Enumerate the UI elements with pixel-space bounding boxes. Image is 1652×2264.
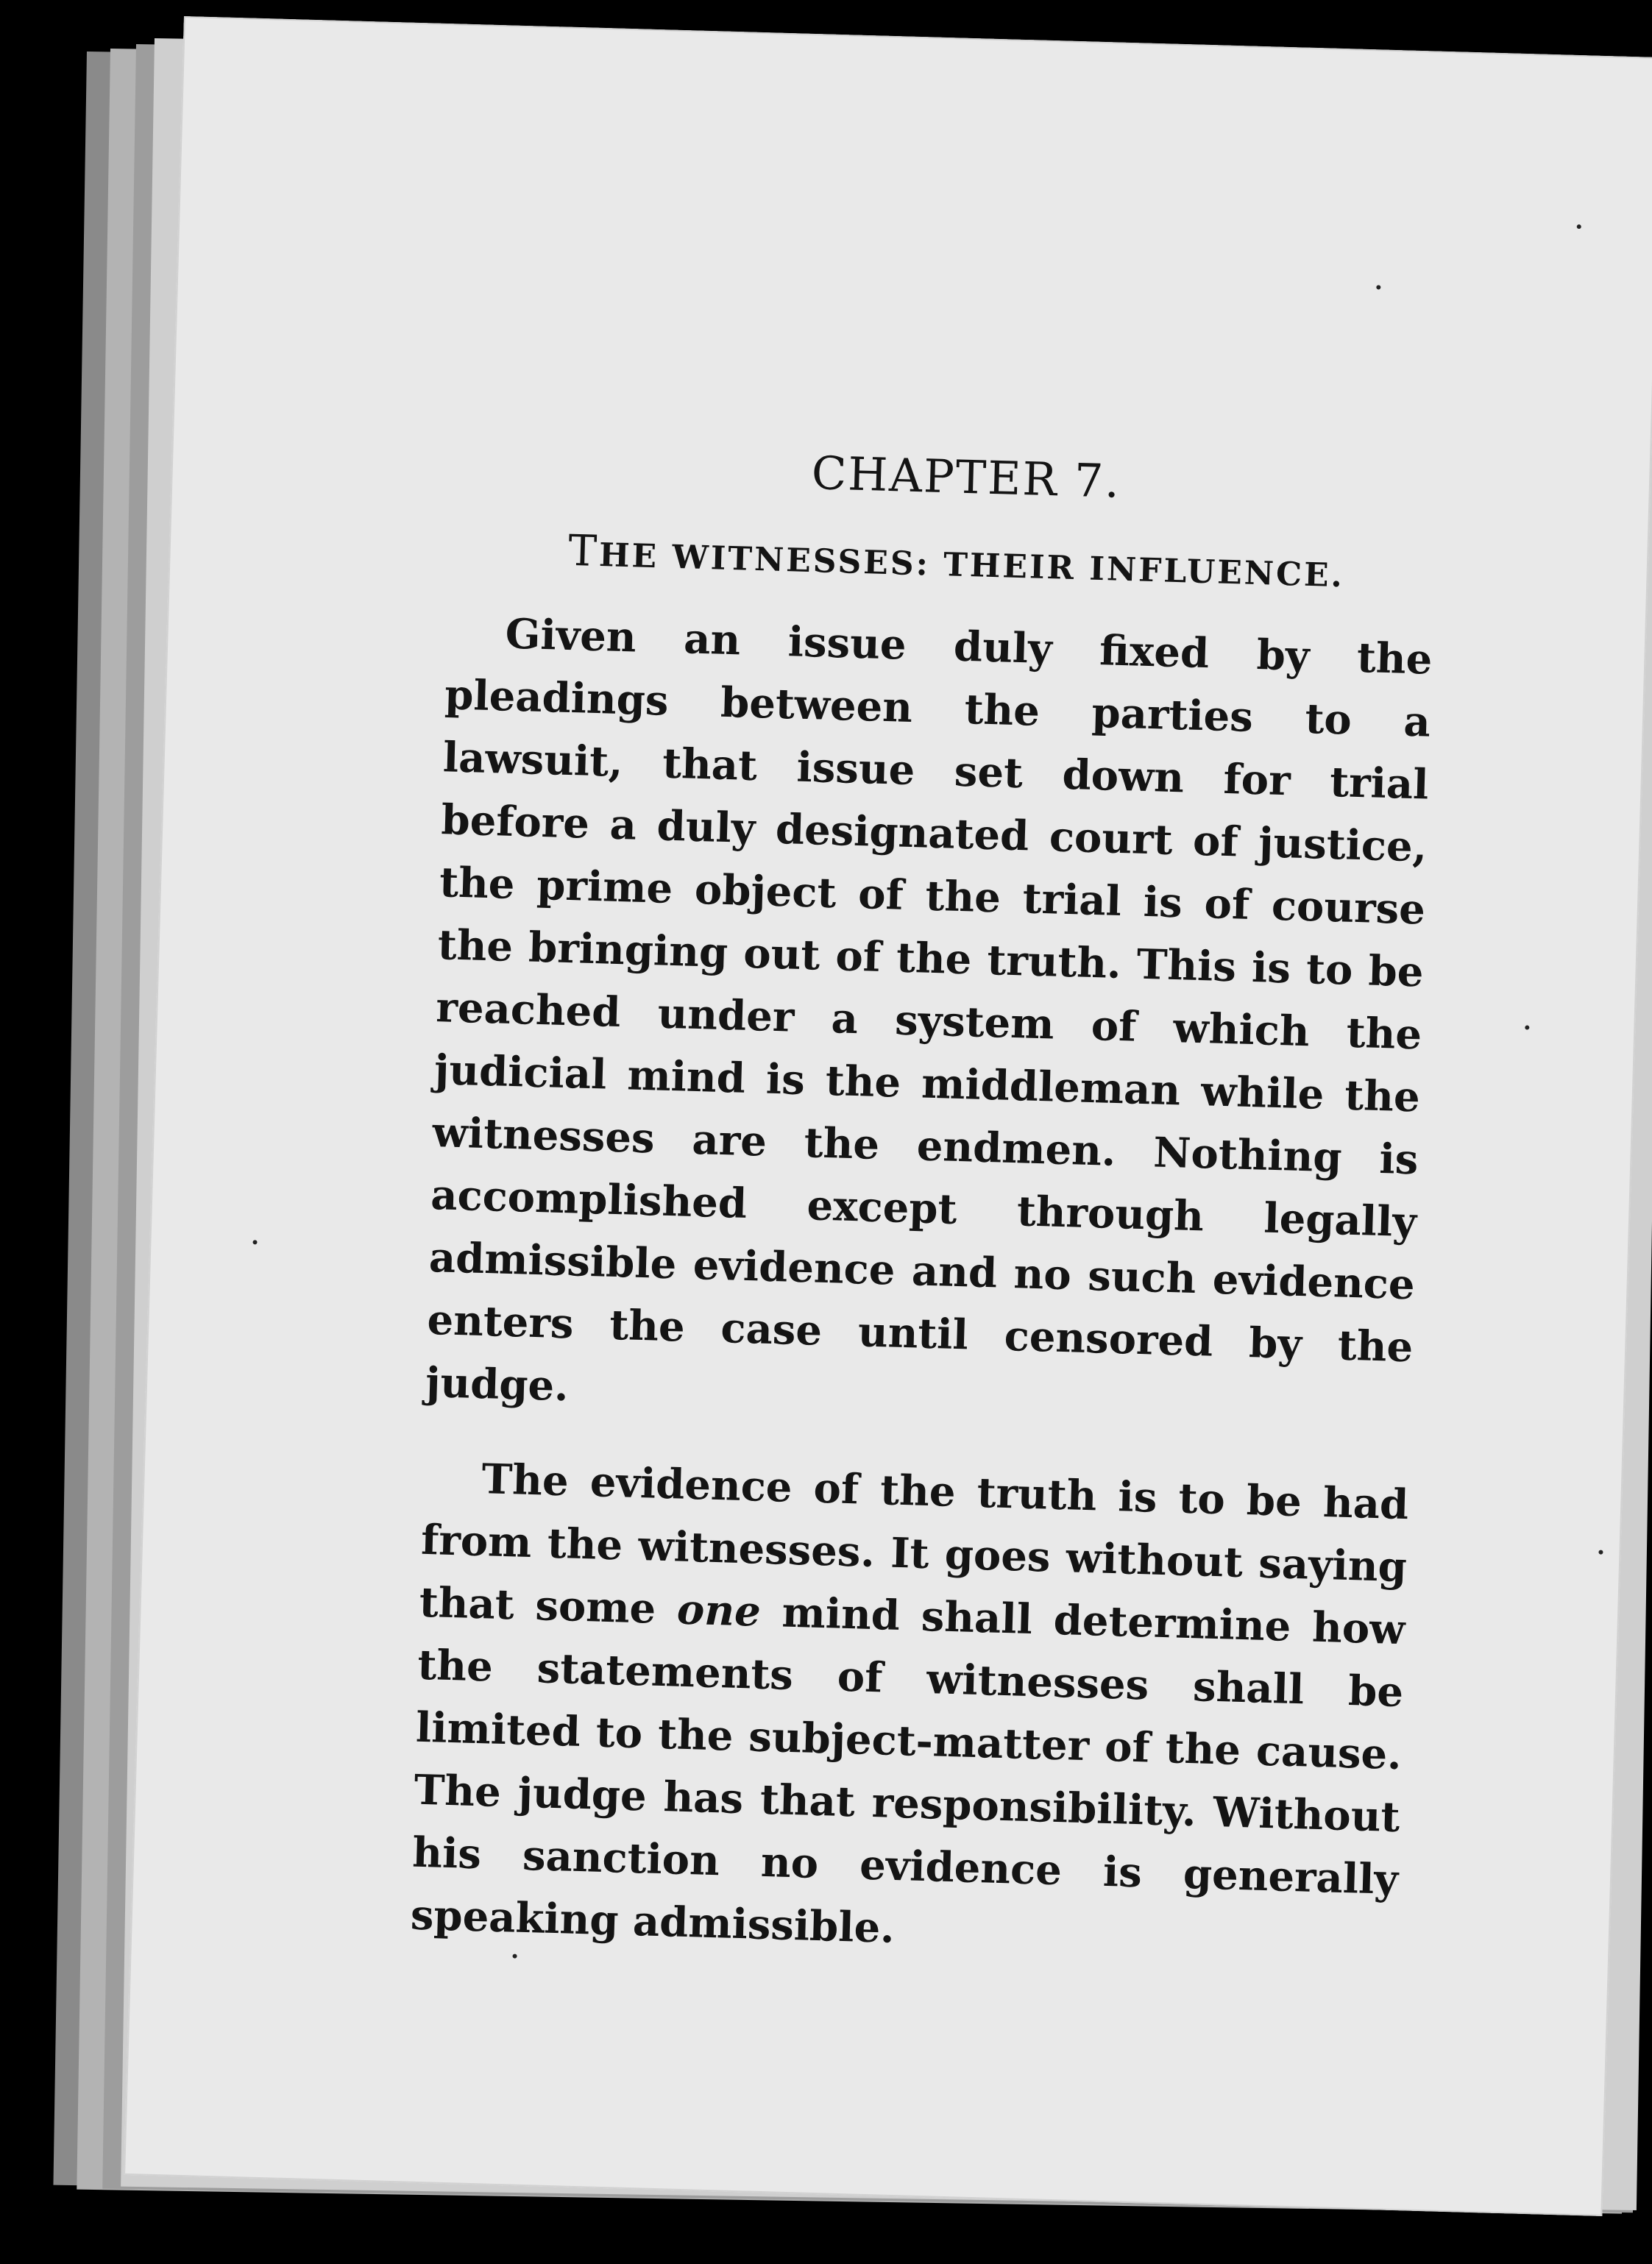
chapter-body	[410, 436, 1438, 1974]
subtitle-rest: HE WITNESSES: THEIR INFLUENCE.	[598, 536, 1345, 595]
paragraph-2-part-1: The evidence of the truth is to be had from the witnesses. It goes without saying that some	[419, 1455, 1410, 1634]
paragraph-2-part-2: mind shall determine how the statements of witnesses shall be limited to the subject-matter of the cause. The judge has that responsibility. Without his sanction no evidence is generally speaking admissible.	[410, 1587, 1406, 1953]
subtitle-initial: T	[567, 525, 600, 577]
page-sheet	[124, 16, 1652, 2216]
chapter-title: CHAPTER 7.	[810, 446, 1121, 508]
scan-specks	[184, 16, 1652, 57]
chapter-subtitle	[478, 522, 1435, 599]
paragraph-2-emphasis: one	[676, 1585, 762, 1636]
paragraph-2	[410, 1447, 1409, 1974]
paragraph-1: Given an issue duly fixed by the pleadings between the parties to a lawsuit, that issue set down for trial before a duly designated court of justice, the prime object of the trial is of course the bringing out of the truth. This is to be reached under a system of which the judicial mind is the middleman while the witnesses are the endmen. Nothing is accomplished except through legally admissible evidence and no such evidence enters the case until censored by the judge.	[425, 609, 1433, 1411]
